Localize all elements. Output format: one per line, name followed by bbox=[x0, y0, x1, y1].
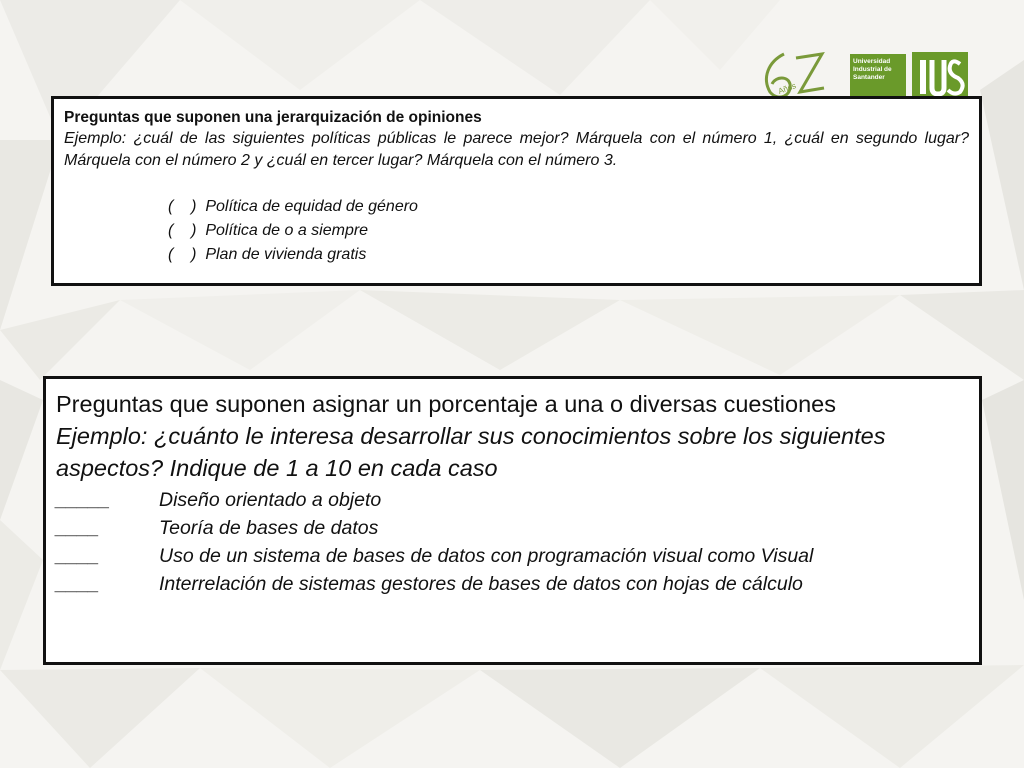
answer-blank: ____ bbox=[56, 545, 100, 567]
percentage-item bbox=[56, 486, 969, 514]
hierarchy-question-box bbox=[51, 96, 982, 286]
percentage-item bbox=[56, 570, 969, 598]
percentage-item bbox=[56, 514, 969, 542]
hierarchy-option-3: ( ) Plan de vivienda gratis bbox=[168, 246, 367, 263]
uis-logo-icon bbox=[912, 52, 968, 102]
item-label: Uso de un sistema de bases de datos con programación visual como Visual bbox=[159, 545, 814, 567]
university-name-block bbox=[850, 54, 906, 100]
percentage-question-example: Ejemplo: ¿cuánto le interesa desarrollar sus conocimientos sobre los siguientes aspectos? Indique de 1 a 10 en cada caso bbox=[56, 423, 886, 481]
hierarchy-question-title: Preguntas que suponen una jerarquización de opiniones bbox=[64, 109, 482, 126]
percentage-question-title: Preguntas que suponen asignar un porcentaje a una o diversas cuestiones bbox=[56, 391, 836, 417]
hierarchy-question-example: Ejemplo: ¿cuál de las siguientes políticas públicas le parece mejor? Márquela con el número 1, ¿cuál en segundo lugar? Márquela con el número 2 y ¿cuál en tercer lugar? Márquela con el número 3. bbox=[64, 130, 969, 169]
item-label: Interrelación de sistemas gestores de bases de datos con hojas de cálculo bbox=[159, 573, 803, 595]
university-line-1: Universidad bbox=[853, 58, 891, 65]
university-line-3: Santander bbox=[853, 74, 885, 81]
answer-blank: ____ bbox=[56, 517, 100, 539]
logo-anos-text: Años bbox=[777, 81, 798, 96]
university-line-2: Industrial de bbox=[853, 66, 892, 73]
hierarchy-option-2: ( ) Política de o a siempre bbox=[168, 222, 369, 239]
answer-blank: ____ bbox=[56, 573, 100, 595]
hierarchy-option-1: ( ) Política de equidad de género bbox=[168, 198, 418, 215]
hierarchy-options-list bbox=[168, 195, 969, 267]
answer-blank: _____ bbox=[56, 489, 111, 511]
item-label: Diseño orientado a objeto bbox=[159, 489, 382, 511]
item-label: Teoría de bases de datos bbox=[159, 517, 379, 539]
percentage-item bbox=[56, 542, 969, 570]
percentage-question-box bbox=[43, 376, 982, 665]
percentage-items-list bbox=[56, 486, 969, 598]
